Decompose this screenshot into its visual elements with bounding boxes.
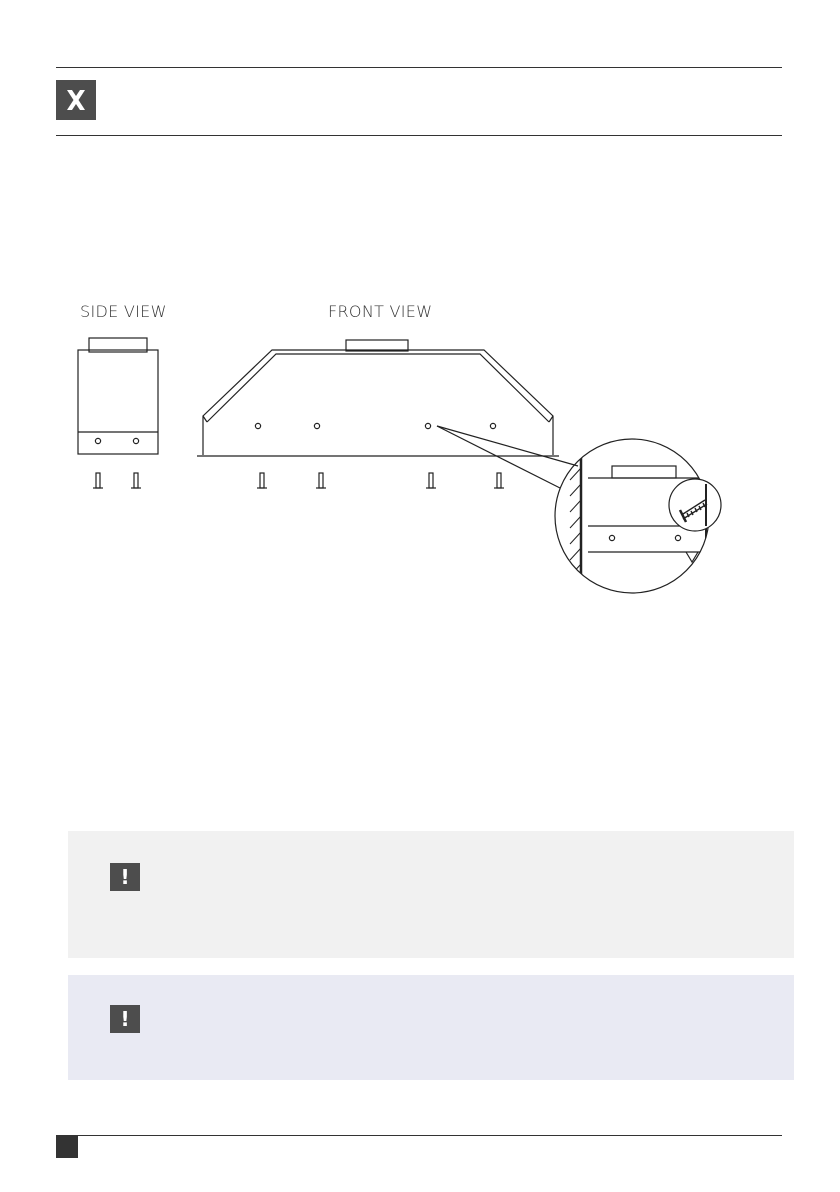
side-view-label: SIDE VIEW bbox=[80, 302, 167, 321]
zoom-leader-line bbox=[437, 426, 578, 466]
zoom-leader-line bbox=[437, 426, 560, 488]
front-view-hood bbox=[197, 340, 559, 456]
page-marker bbox=[56, 1136, 78, 1158]
front-view-screws bbox=[257, 473, 504, 488]
footer-rule bbox=[56, 1135, 782, 1136]
detail-zoom-circle bbox=[555, 439, 721, 600]
notice-panel-1 bbox=[68, 831, 794, 958]
side-view-hood bbox=[78, 338, 158, 454]
screw-detail-magnifier bbox=[669, 479, 721, 531]
front-view-label: FRONT VIEW bbox=[328, 302, 433, 321]
notice-panel-2 bbox=[68, 975, 794, 1080]
exclamation-icon: ! bbox=[110, 863, 140, 891]
side-view-screws bbox=[93, 473, 141, 488]
exclamation-icon: ! bbox=[110, 1005, 140, 1033]
